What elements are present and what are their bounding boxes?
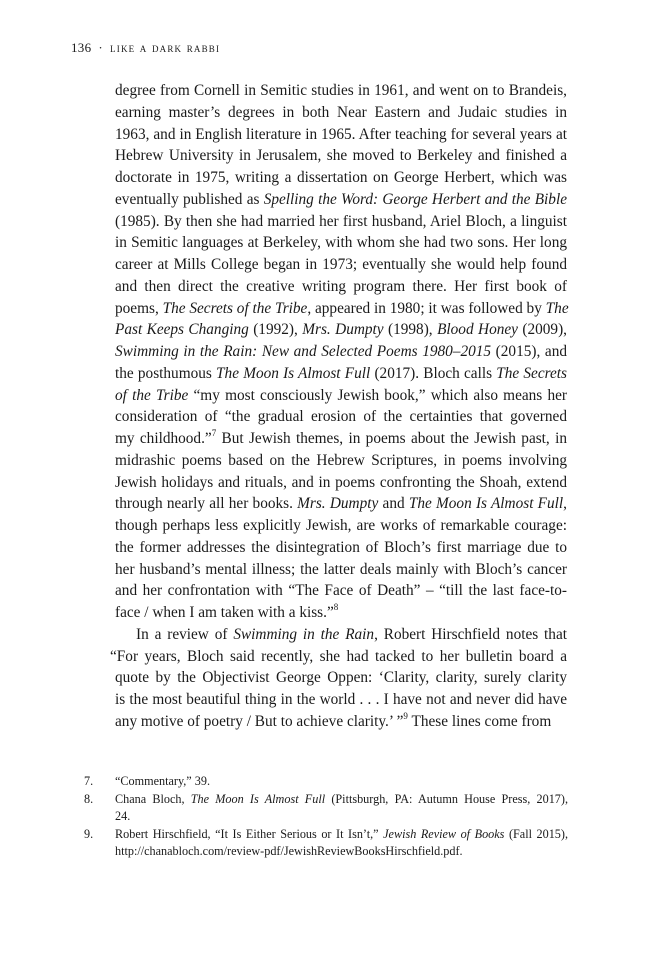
footnote-number: 7.	[84, 774, 94, 788]
italic-title: The	[545, 299, 569, 317]
text-line: degree from Cornell in Semitic studies in 1961, and went on to Brandeis,	[115, 82, 567, 99]
footnote-number: 8.	[84, 791, 94, 806]
footnotes	[84, 773, 568, 861]
footnote-line: 24.	[115, 809, 131, 823]
italic-title: Spelling the Word: George Herbert and the Bible	[263, 190, 567, 208]
footnote-ref: 8	[333, 601, 339, 612]
text-line: through nearly all her books. Mrs. Dumpty and The Moon Is Almost Full,	[115, 495, 567, 513]
text-line: poems, The Secrets of the Tribe, appeared in 1980; it was followed by The	[115, 299, 569, 317]
text-line: earning master’s degrees in both Near Eastern and Judaic studies in	[115, 103, 567, 121]
footnote	[84, 826, 568, 861]
text-line: her husband’s mental illness; the latter deals mainly with Bloch’s cancer	[115, 560, 567, 578]
italic-title: The Moon Is Almost Full	[216, 364, 371, 382]
italic-title: Blood Honey	[437, 321, 518, 339]
text-line: doctorate in 1975, writing a dissertation on George Herbert, which was	[115, 169, 567, 186]
footnote-number: 9.	[84, 826, 94, 841]
italic-title: The Moon Is Almost Full	[408, 495, 564, 513]
running-head	[71, 40, 220, 56]
text-line: any motive of poetry / But to achieve clarity.’ ”$^9$ These lines come from	[115, 710, 552, 730]
italic-title: Past Keeps Changing	[115, 321, 249, 339]
text-line: face / when I am taken with a kiss.”$^8$	[115, 601, 339, 621]
text-line: and then direct the creative writing program there. Her first book of	[115, 277, 567, 295]
footnote-text	[115, 826, 568, 861]
italic-title: The Secrets	[496, 364, 568, 382]
text-line: eventually published as Spelling the Word: George Herbert and the Bible	[115, 190, 567, 208]
text-line: and her confrontation with “The Face of Death” – “till the last face-to-	[115, 582, 567, 600]
text-line: “For years, Bloch said recently, she had tacked to her bulletin board a	[110, 647, 567, 665]
italic-title: Swimming in the Rain	[233, 625, 375, 643]
text-line: (1985). By then she had married her first husband, Ariel Bloch, a linguist	[115, 212, 567, 230]
text-line: my childhood.”$^7$ But Jewish themes, in poems about the Jewish past, in	[115, 427, 567, 447]
body-text	[110, 80, 569, 733]
italic-title: Jewish Review of Books	[383, 826, 505, 841]
footnote-ref: 9	[403, 710, 408, 721]
text-line: quote by the Objectivist George Oppen: ‘Clarity, clarity, surely clarity	[115, 669, 567, 687]
footnote-line: http://chanabloch.com/review-pdf/JewishReviewBooksHirschfield.pdf.	[115, 844, 463, 858]
page-number: 136	[71, 40, 92, 55]
text-line: though perhaps less explicitly Jewish, are works of remarkable courage:	[115, 517, 567, 534]
text-line: is the most beautiful thing in the world . . . I have not and never did have	[115, 691, 567, 708]
text-line: Jewish holidays and rituals, and in poems confronting the Shoah, extend	[115, 473, 567, 491]
italic-title: Swimming in the Rain: New and Selected Poems 1980–2015	[115, 343, 492, 360]
text-line: In a review of Swimming in the Rain, Robert Hirschfield notes that	[136, 625, 567, 643]
footnote-text	[115, 791, 568, 826]
italic-title: Mrs. Dumpty	[302, 321, 384, 339]
header-separator: ·	[98, 40, 104, 55]
footnote	[84, 773, 568, 791]
text-line: Swimming in the Rain: New and Selected Poems 1980–2015 (2015), and	[115, 343, 567, 360]
text-line: of the Tribe “my most consciously Jewish book,” which also means her	[115, 386, 567, 404]
text-line: career at Mills College began in 1973; eventually she would help found	[115, 256, 567, 273]
footnote-ref: 7	[211, 427, 217, 438]
text-line: consideration of “the gradual erosion of the certainties that governed	[115, 408, 567, 426]
footnote-line: “Commentary,” 39.	[115, 774, 210, 788]
text-line: the former addresses the disintegration of Bloch’s first marriage due to	[115, 538, 567, 556]
text-line: 1963, and in English literature in 1965. After teaching for several years at	[115, 125, 567, 143]
footnote-text	[115, 773, 568, 791]
footnote	[84, 791, 568, 826]
italic-title: The Secrets of the Tribe	[162, 299, 308, 317]
italic-title: The Moon Is Almost Full	[190, 791, 326, 806]
italic-title: of the Tribe	[115, 386, 189, 404]
footnote-line: Robert Hirschfield, “It Is Either Serious or It Isn’t,” Jewish Review of Books (Fall 2015),	[115, 826, 568, 841]
text-line: midrashic poems based on the Hebrew Scriptures, in poems involving	[115, 451, 567, 469]
text-line: Past Keeps Changing (1992), Mrs. Dumpty (1998), Blood Honey (2009),	[115, 321, 567, 339]
text-line: the posthumous The Moon Is Almost Full (2017). Bloch calls The Secrets	[115, 364, 568, 382]
text-line: in Semitic languages at Berkeley, with whom she had two sons. Her long	[115, 234, 567, 252]
footnote-line: Chana Bloch, The Moon Is Almost Full (Pittsburgh, PA: Autumn House Press, 2017),	[115, 791, 568, 806]
italic-title: Mrs. Dumpty	[297, 495, 379, 513]
book-title: like a dark rabbi	[110, 40, 221, 55]
text-line: Hebrew University in Jerusalem, she moved to Berkeley and finished a	[115, 147, 567, 165]
